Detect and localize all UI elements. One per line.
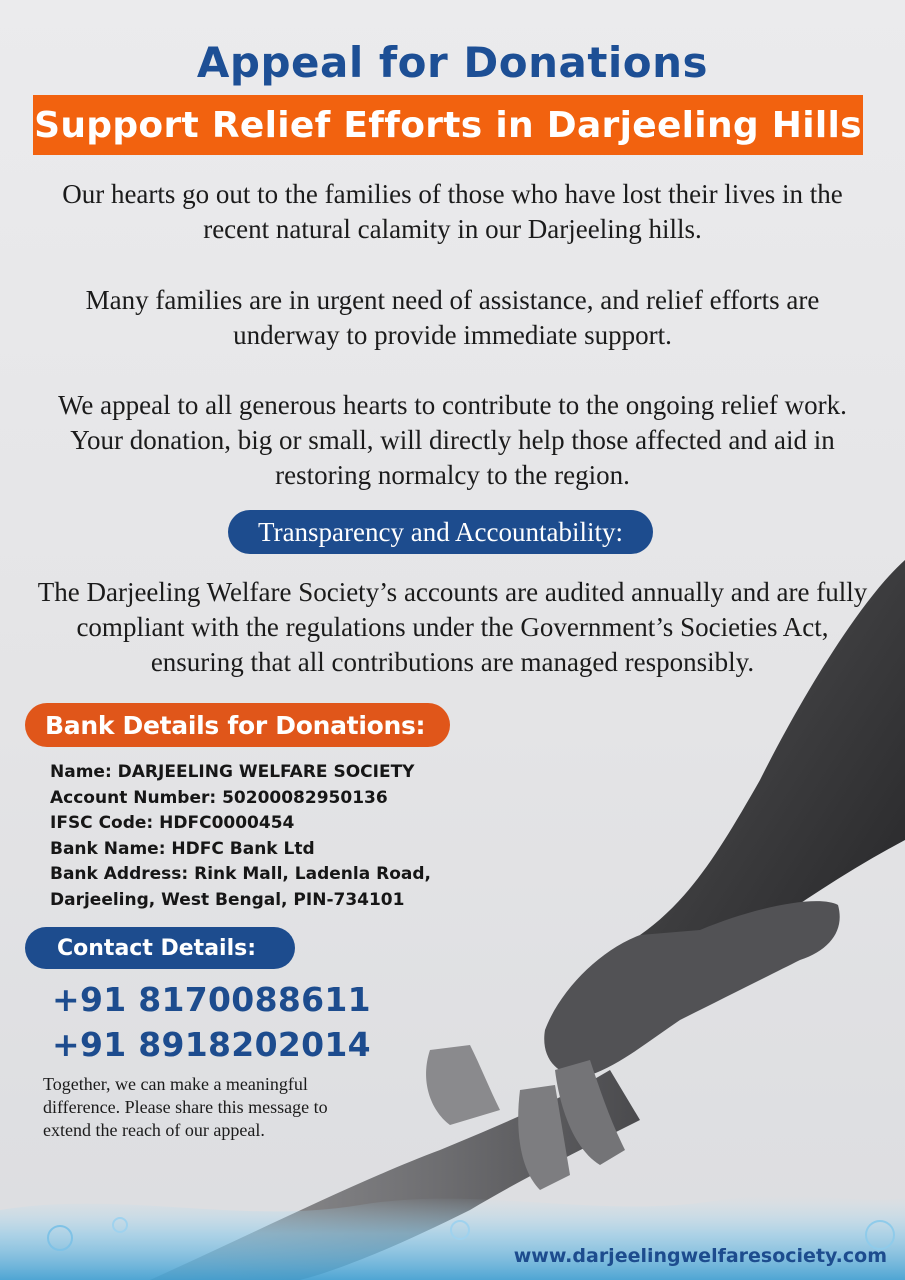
bank-address-line-1: Bank Address: Rink Mall, Ladenla Road, [50,864,431,884]
bank-account-name: Name: DARJEELING WELFARE SOCIETY [50,762,415,782]
transparency-paragraph: The Darjeeling Welfare Society’s accounts are audited annually and are fully compliant with the regulations under the Government’s Societies Act, ensuring that all contributions are managed responsibly. [37,577,868,677]
appeal-paragraph: We appeal to all generous hearts to contribute to the ongoing relief work. Your donation, big or small, will directly help those affected and aid in restoring normalcy to the region. [58,390,847,490]
closing-message: Together, we can make a meaningful difference. Please share this message to extend the reach of our appeal. [43,1074,328,1140]
bank-details-list [50,760,520,913]
bank-name: Bank Name: HDFC Bank Ltd [50,838,315,859]
bank-ifsc-code: IFSC Code: HDFC0000454 [50,813,295,833]
contact-details-heading: Contact Details: [25,927,295,969]
website-link[interactable]: www.darjeelingwelfaresociety.com [513,1245,887,1267]
phone-number-1[interactable]: +91 8170088611 [52,980,371,1019]
bank-details-heading: Bank Details for Donations: [25,703,450,747]
water-splash-shape [0,1196,905,1280]
phone-number-2[interactable]: +91 8918202014 [52,1025,371,1064]
bank-address-line-2: Darjeeling, West Bengal, PIN-734101 [50,889,405,910]
page-title: Appeal for Donations [196,38,709,87]
lower-hand-finger-shape [426,1045,500,1125]
bank-account-number: Account Number: 50200082950136 [50,787,388,808]
transparency-heading: Transparency and Accountability: [228,510,653,554]
banner-heading: Support Relief Efforts in Darjeeling Hills [33,95,863,155]
intro-paragraph: Our hearts go out to the families of those who have lost their lives in the recent natural calamity in our Darjeeling hills. [62,179,843,244]
need-paragraph: Many families are in urgent need of assistance, and relief efforts are underway to provide immediate support. [85,285,820,350]
